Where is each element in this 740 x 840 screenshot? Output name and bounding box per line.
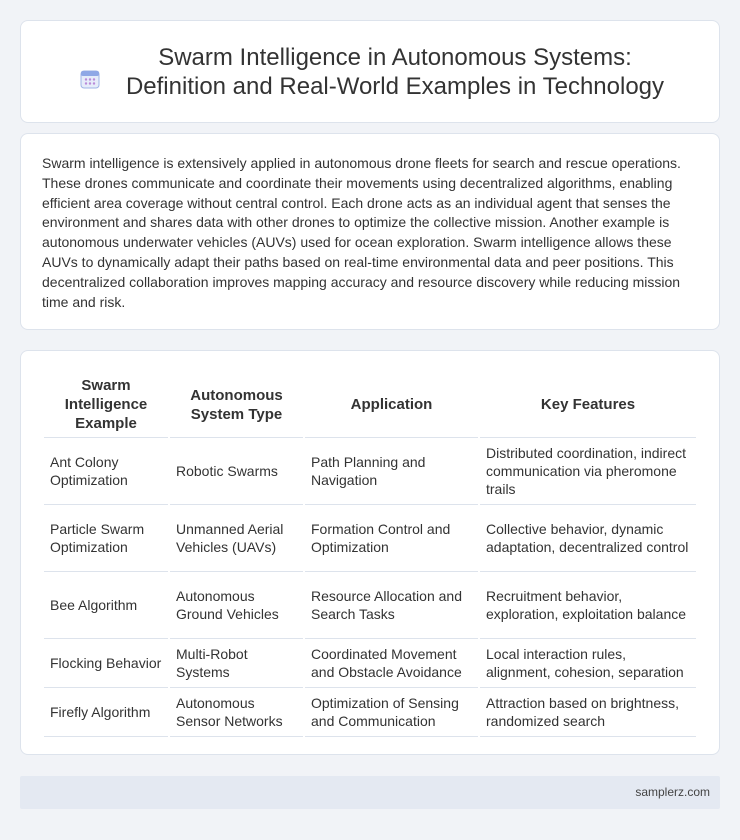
cell-application: Optimization of Sensing and Communication	[305, 688, 478, 737]
cell-example: Ant Colony Optimization	[44, 438, 168, 505]
table-row	[44, 438, 696, 505]
cell-key-features: Attraction based on brightness, randomized search	[480, 688, 696, 737]
cell-key-features: Local interaction rules, alignment, cohesion, separation	[480, 639, 696, 688]
cell-key-features: Distributed coordination, indirect communication via pheromone trails	[480, 438, 696, 505]
cell-application: Resource Allocation and Search Tasks	[305, 572, 478, 639]
cell-example: Firefly Algorithm	[44, 688, 168, 737]
cell-system-type: Multi-Robot Systems	[170, 639, 303, 688]
cell-system-type: Unmanned Aerial Vehicles (UAVs)	[170, 505, 303, 572]
cell-system-type: Autonomous Sensor Networks	[170, 688, 303, 737]
table-row	[44, 572, 696, 639]
cell-example: Bee Algorithm	[44, 572, 168, 639]
column-header-application: Application	[305, 372, 478, 438]
cell-application: Formation Control and Optimization	[305, 505, 478, 572]
table-row	[44, 688, 696, 737]
intro-paragraph: Swarm intelligence is extensively applied in autonomous drone fleets for search and rescue operations. These drones communicate and coordinate their movements using decentralized algorithms, enabling efficient area coverage without central control. Each drone acts as an individual agent that senses the environment and shares data with other drones to optimize the collective mission. Another example is autonomous underwater vehicles (AUVs) used for ocean exploration. Swarm intelligence allows these AUVs to dynamically adapt their paths based on real-time environmental data and peer positions. This decentralized collaboration improves mapping accuracy and resource discovery while reducing mission time and risk.	[42, 155, 681, 310]
footer-bar	[20, 776, 720, 809]
column-header-system-type: Autonomous System Type	[170, 372, 303, 438]
footer-site-link[interactable]: samplerz.com	[635, 785, 710, 799]
cell-application: Coordinated Movement and Obstacle Avoidance	[305, 639, 478, 688]
cell-system-type: Autonomous Ground Vehicles	[170, 572, 303, 639]
table-header-row	[44, 372, 696, 438]
cell-key-features: Collective behavior, dynamic adaptation, decentralized control	[480, 505, 696, 572]
cell-example: Particle Swarm Optimization	[44, 505, 168, 572]
intro-card	[20, 133, 720, 330]
header-card	[20, 20, 720, 123]
cell-example: Flocking Behavior	[44, 639, 168, 688]
table-card	[20, 350, 720, 755]
examples-table	[42, 372, 698, 737]
table-row	[44, 639, 696, 688]
column-header-example: Swarm Intelligence Example	[44, 372, 168, 438]
cell-system-type: Robotic Swarms	[170, 438, 303, 505]
cell-key-features: Recruitment behavior, exploration, exploitation balance	[480, 572, 696, 639]
table-row	[44, 505, 696, 572]
column-header-key-features: Key Features	[480, 372, 696, 438]
page-title: Swarm Intelligence in Autonomous Systems: Definition and Real-World Examples in Technology	[125, 44, 665, 100]
cell-application: Path Planning and Navigation	[305, 438, 478, 505]
